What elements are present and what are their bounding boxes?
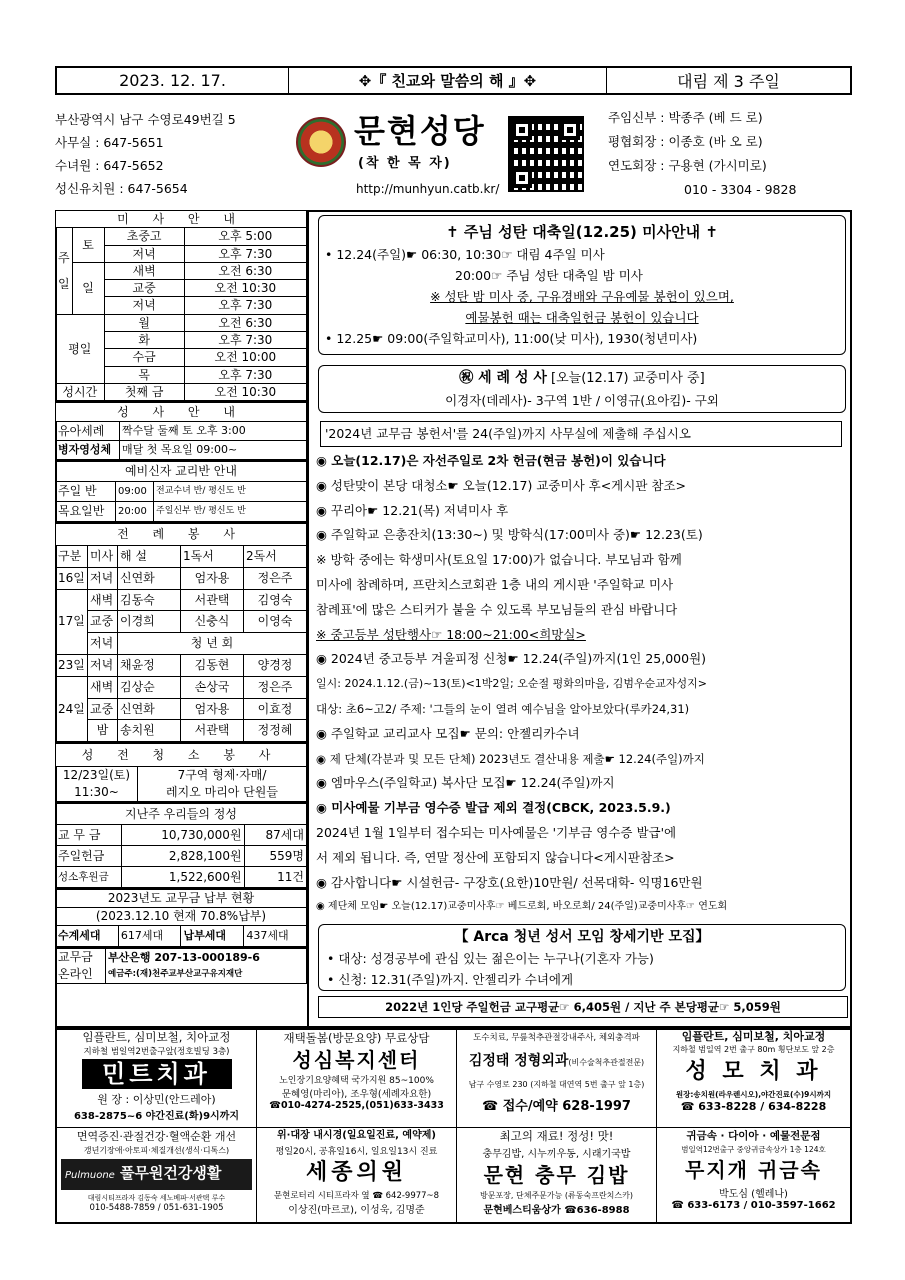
- ad-chungmu-kimbap: [457, 1128, 657, 1222]
- service-cell: 김상순: [118, 676, 181, 698]
- right-column: [312, 212, 850, 1018]
- ad-line: 면역증진·관절건강·혈액순환 개선: [76, 1130, 237, 1143]
- ad-line: 문혜영(마리아), 조우형(세례자요한): [281, 1089, 432, 1100]
- catechumen-cell: 목요일반: [56, 502, 116, 522]
- catechumen-cell: 주일 반: [56, 482, 116, 502]
- catechumen-title: 예비신자 교리반 안내: [56, 461, 307, 482]
- ad-line: 이상진(마르코), 이성욱, 김명준: [288, 1205, 425, 1216]
- notice-item: ◉ 성탄맞이 본당 대청소☛ 오늘(12.17) 교중미사 후<게시판 참조>: [316, 477, 686, 493]
- sat-label: 토: [72, 228, 104, 263]
- notice-item: 미사에 참례하며, 프란치스코회관 1층 내의 게시판 '주일학교 미사: [316, 576, 674, 592]
- convent-phone: 수녀원 : 647-5652: [55, 158, 164, 173]
- mass-cell: 목: [104, 366, 184, 383]
- ad-phone: 문현베스티움상가 ☎636-8988: [483, 1205, 630, 1216]
- baptism-box: [318, 365, 846, 413]
- ad-line: 도수치료, 무릎척추관절강내주사, 체외충격파: [473, 1033, 640, 1043]
- arca-line: • 대상: 성경공부에 관심 있는 젊은이는 누구나(기혼자 가능): [327, 951, 654, 967]
- ad-name: 김정태 정형외과: [468, 1053, 569, 1069]
- weekday-label: 평일: [56, 314, 105, 383]
- dues-cell: 437세대: [244, 926, 307, 947]
- notice-item: ◉ 감사합니다☛ 시설헌금- 구장호(요한)10만원/ 선목대학- 익명16만원: [316, 874, 703, 890]
- parish-emblem-icon: [296, 117, 346, 167]
- church-name: 문현성당: [354, 112, 486, 150]
- qr-code-icon: [508, 116, 584, 192]
- staff-info: [608, 106, 853, 202]
- mass-cell: 오전 10:30: [184, 280, 306, 297]
- ad-line: 원장:송치원(라우렌시오),야간진료(수)9시까지: [675, 1090, 832, 1099]
- arca-title: 【 Arca 청년 성서 모임 창세기반 모집】: [454, 929, 710, 946]
- service-cell: 김동숙: [118, 589, 181, 611]
- notice-item: ※ 중고등부 성탄행사☞ 18:00~21:00<희망실>: [316, 626, 586, 642]
- liturgy-service-table: [55, 522, 307, 742]
- service-cell: 밤: [88, 720, 118, 742]
- dues-cell: 617세대: [118, 926, 181, 947]
- baptism-title: ㊗ 세 례 성 사: [459, 370, 547, 386]
- service-cell: 청 년 회: [118, 633, 307, 655]
- offering-cell: 10,730,000원: [122, 825, 245, 846]
- account-holder: 예금주:(재)천주교부산교구유지재단: [108, 969, 243, 980]
- requiem-president: 연도회장 : 구용현 (가시미로): [608, 158, 767, 173]
- service-cell: 신연화: [118, 567, 181, 589]
- service-head: 1독서: [181, 546, 244, 568]
- holy-hour-label: 성시간: [56, 383, 105, 400]
- notice-item: 참례표'에 많은 스티커가 붙을 수 있도록 부모님들의 관심 바랍니다: [316, 601, 678, 617]
- council-president: 평협회장 : 이종호 (바 오 로): [608, 134, 763, 149]
- dues-subtitle: (2023.12.10 현재 70.8%납부): [56, 908, 307, 926]
- service-cell: 16일: [56, 567, 88, 589]
- ad-kim-orthopedics: [457, 1030, 657, 1128]
- notice-item: ◉ 2024년 중고등부 겨울피정 신청☛ 12.24(주일)까지(1인 25,000원): [316, 651, 707, 667]
- ad-phone: 638-2875~6 야간진료(화)9시까지: [73, 1111, 240, 1122]
- service-cell: 새벽: [88, 676, 118, 698]
- notice-item: ◉ 오늘(12.17)은 자선주일로 2차 헌금(현금 봉헌)이 있습니다: [316, 453, 666, 468]
- notice-item: ◉ 제단체 모임☛ 오늘(12.17)교중미사후☞ 베드로회, 바오로회/ 24(주일)교중미사후☞ 연도회: [316, 901, 728, 913]
- service-cell: 이경희: [118, 611, 181, 633]
- ad-phone: ☎010-4274-2525,(051)633-3433: [269, 1100, 444, 1111]
- service-title: 전 례 봉 사: [56, 523, 307, 545]
- advertisements: [55, 1028, 852, 1224]
- catechumen-cell: 20:00: [116, 502, 154, 522]
- left-column: [55, 210, 309, 1028]
- service-cell: 저녁: [88, 655, 118, 677]
- ad-line: 갱년기장애·아토피·체질개선(생식·디톡스): [83, 1146, 230, 1155]
- sacrament-title: 성 사 안 내: [56, 402, 307, 422]
- ad-name: 무지개 귀금속: [685, 1158, 822, 1182]
- ad-rainbow-jewelry: [657, 1128, 850, 1222]
- mass-title: 미 사 안 내: [56, 211, 307, 228]
- ad-line: 원 장 : 이상민(안드레아): [97, 1093, 216, 1106]
- offering-cell: 성소후원금: [56, 867, 122, 888]
- ad-line: 방문포장, 단체주문가능 (류동숙프란치스카): [480, 1191, 633, 1200]
- ad-mint-dental: [57, 1030, 257, 1128]
- service-cell: 채윤정: [118, 655, 181, 677]
- pledge-box: [320, 421, 842, 447]
- mass-cell: 새벽: [104, 262, 184, 279]
- mass-schedule-table: [55, 210, 307, 401]
- dues-title: 2023년도 교무금 납부 현황: [56, 889, 307, 908]
- catechumen-cell: 09:00: [116, 482, 154, 502]
- cleaning-who: 7구역 형제·자매/ 레지오 마리아 단원들: [138, 767, 307, 802]
- mass-cell: 오전 6:30: [184, 262, 306, 279]
- ad-name: 문현 충무 김밥: [483, 1163, 630, 1187]
- service-cell: 신충식: [181, 611, 244, 633]
- online-dues-label: 교무금 온라인: [56, 948, 106, 984]
- contact-info: [55, 108, 300, 200]
- pastor: 주임신부 : 박종주 (베 드 로): [608, 110, 763, 125]
- ad-phone: 010-5488-7859 / 051-631-1905: [89, 1203, 224, 1213]
- ad-name: 민트치과: [82, 1059, 232, 1089]
- christmas-line: • 12.24(주일)☛ 06:30, 10:30☞ 대림 4주일 미사: [325, 247, 605, 262]
- service-cell: 정은주: [244, 567, 307, 589]
- ad-line: 위·대장 내시경(일요일진료, 예약제): [277, 1130, 436, 1141]
- pledge-text: '2024년 교무금 봉헌서'를 24(주일)까지 사무실에 제출해 주십시오: [325, 426, 691, 441]
- offering-title: 지난주 우리들의 정성: [56, 803, 307, 825]
- ad-line: (비수술척추관절전문): [568, 1058, 645, 1067]
- sacrament-cell: 유아세례: [56, 422, 120, 441]
- sacrament-cell: 짝수달 둘째 토 오후 3:00: [120, 422, 307, 441]
- notice-list: [316, 449, 850, 920]
- sacrament-cell: 매달 첫 목요일 09:00~: [120, 441, 307, 460]
- ad-phone: ☎ 접수/예약 628-1997: [482, 1099, 631, 1114]
- office-phone: 사무실 : 647-5651: [55, 135, 164, 150]
- christmas-line: • 12.25☛ 09:00(주일학교미사), 11:00(낮 미사), 1930(청년미사): [325, 331, 698, 346]
- address: 부산광역시 남구 수영로49번길 5: [55, 112, 236, 127]
- ad-name: 성 모 치 과: [685, 1059, 822, 1084]
- service-cell: 정은주: [244, 676, 307, 698]
- service-cell: 이효정: [244, 698, 307, 720]
- offering-cell: 주일헌금: [56, 846, 122, 867]
- service-cell: 17일: [56, 589, 88, 654]
- offering-cell: 11건: [244, 867, 306, 888]
- christmas-line: ※ 성탄 밤 미사 중, 구유경배와 구유예물 봉헌이 있으며,: [430, 289, 734, 304]
- service-cell: 서관택: [181, 589, 244, 611]
- website-link[interactable]: http://munhyun.catb.kr/: [356, 182, 500, 196]
- notice-item: ※ 방학 중에는 학생미사(토요일 17:00)가 없습니다. 부모님과 함께: [316, 552, 682, 568]
- notice-item: ◉ 미사예물 기부금 영수증 발급 제외 결정(CBCK, 2023.5.9.): [316, 800, 671, 816]
- ad-line: 남구 수영로 230 (지하철 대연역 5번 출구 앞 1층): [468, 1080, 645, 1089]
- service-cell: 엄자용: [181, 567, 244, 589]
- service-cell: 엄자용: [181, 698, 244, 720]
- service-cell: 이영숙: [244, 611, 307, 633]
- mass-cell: 오전 6:30: [184, 314, 306, 331]
- mass-cell: 오후 7:30: [184, 366, 306, 383]
- offering-cell: 2,828,100원: [122, 846, 245, 867]
- ad-line: 문현로터리 시티프라자 옆 ☎ 642-9977~8: [273, 1191, 440, 1201]
- service-head: 미사: [88, 546, 118, 568]
- service-head: 구분: [56, 546, 88, 568]
- sacrament-table: [55, 401, 307, 460]
- ad-seongsim-welfare: [257, 1030, 457, 1128]
- mass-cell: 월: [104, 314, 184, 331]
- ad-line: 최고의 재료! 정성! 맛!: [499, 1129, 614, 1143]
- service-cell: 저녁: [88, 567, 118, 589]
- offering-cell: 87세대: [244, 825, 306, 846]
- dues-cell: 수계세대: [56, 926, 119, 947]
- cleaning-when: 12/23일(토) 11:30~: [56, 767, 138, 802]
- online-dues-table: [55, 947, 307, 984]
- service-cell: 서관택: [181, 720, 244, 742]
- catechumen-cell: 주일신부 반/ 평신도 반: [154, 502, 307, 522]
- ad-line: 범일역12번출구 중앙귀금속상가 1층 124호: [681, 1145, 826, 1154]
- notice-item: 대상: 초6~고2/ 주제: '그들의 눈이 열려 예수님을 알아보았다(루카24,31): [316, 701, 690, 716]
- dues-cell: 납부세대: [181, 926, 244, 947]
- ad-line: 노인장기요양혜택 국가지원 85~100%: [279, 1076, 434, 1086]
- mass-cell: 첫째 금: [104, 383, 184, 400]
- mass-cell: 저녁: [104, 297, 184, 314]
- christmas-mass-box: [318, 215, 846, 355]
- ad-sejong-clinic: [257, 1128, 457, 1222]
- sun-label: 일: [72, 262, 104, 314]
- service-cell: 교중: [88, 611, 118, 633]
- catechumen-cell: 전교수녀 반/ 평신도 반: [154, 482, 307, 502]
- ad-line: 임플란트, 심미보철, 치아교정: [82, 1030, 231, 1044]
- ad-line: 임플란트, 심미보철, 치아교정: [681, 1030, 826, 1043]
- mass-cell: 오후 7:30: [184, 245, 306, 262]
- ad-brand: Pulmuone: [65, 1170, 115, 1181]
- requiem-phone: 010 - 3304 - 9828: [684, 182, 797, 197]
- service-cell: 저녁: [88, 633, 118, 655]
- mass-cell: 화: [104, 332, 184, 349]
- service-cell: 손상국: [181, 676, 244, 698]
- ad-line: 귀금속 · 다이아 · 예물전문점: [686, 1130, 821, 1142]
- mass-cell: 수금: [104, 349, 184, 366]
- offering-cell: 1,522,600원: [122, 867, 245, 888]
- offering-table: [55, 802, 307, 888]
- mass-cell: 저녁: [104, 245, 184, 262]
- baptism-note: [오늘(12.17) 교중미사 중]: [551, 371, 705, 386]
- catechumen-table: [55, 460, 307, 522]
- sacrament-cell: 병자영성체: [56, 441, 120, 460]
- arca-box: [318, 924, 846, 991]
- ad-line: 대림시티프라자 김동숙 세노베파·서관택 루수: [87, 1194, 226, 1202]
- ad-name: 성심복지센터: [292, 1048, 421, 1072]
- ad-line: 지하철 범일역2번출구앞(정호빌딩 3층): [83, 1047, 230, 1057]
- service-cell: 김영숙: [244, 589, 307, 611]
- service-cell: 교중: [88, 698, 118, 720]
- christmas-line: 20:00☞ 주님 성탄 대축일 밤 미사: [455, 268, 643, 283]
- offering-cell: 559명: [244, 846, 306, 867]
- ad-line: 충무김밥, 시누끼우동, 시래기국밥: [482, 1149, 631, 1160]
- arca-line: • 신청: 12.31(주일)까지. 안젤리카 수녀에게: [327, 972, 574, 988]
- mass-cell: 오후 7:30: [184, 332, 306, 349]
- cleaning-title: 성 전 청 소 봉 사: [56, 743, 307, 767]
- service-cell: 정정혜: [244, 720, 307, 742]
- bank-account: 부산은행 207-13-000189-6: [108, 951, 260, 965]
- christmas-title: ✝ 주님 성탄 대축일(12.25) 미사안내 ✝: [446, 223, 718, 241]
- patron-saint: (착 한 목 자): [358, 156, 452, 171]
- service-head: 해 설: [118, 546, 181, 568]
- ad-line: 지하철 범일역 2번 출구 80m 횡단보도 앞 2층: [672, 1045, 835, 1054]
- service-cell: 24일: [56, 676, 88, 741]
- liturgical-week: 대림 제 3 주일: [677, 72, 780, 91]
- service-cell: 새벽: [88, 589, 118, 611]
- service-cell: 송치원: [118, 720, 181, 742]
- mass-cell: 초중고: [104, 228, 184, 245]
- dues-table: [55, 888, 307, 947]
- service-cell: 김동현: [181, 655, 244, 677]
- service-cell: 양경정: [244, 655, 307, 677]
- notice-item: 서 제외 됩니다. 즉, 연말 정산에 포함되지 않습니다<게시판참조>: [316, 849, 675, 865]
- notice-item: 일시: 2024.1.12.(금)~13(토)<1박2일; 오순절 평화의마을, 김범우순교자성지>: [316, 677, 707, 691]
- baptism-names: 이경자(데레사)- 3구역 1반 / 이영규(요아킴)- 구외: [445, 393, 719, 408]
- ad-line: 평일20시, 공휴일16시, 일요일13시 진료: [275, 1147, 438, 1157]
- ad-seongmo-dental: [657, 1030, 850, 1128]
- year-theme: ✥『 친교와 말씀의 해 』✥: [289, 68, 607, 93]
- kindergarten-phone: 성신유치원 : 647-5654: [55, 181, 188, 196]
- ad-phone: ☎ 633-8228 / 634-8228: [680, 1100, 827, 1113]
- cleaning-table: [55, 742, 307, 802]
- notice-item: ◉ 주일학교 은총잔치(13:30~) 및 방학식(17:00미사 중)☛ 12.23(토): [316, 527, 703, 543]
- ad-pulmuone: [57, 1128, 257, 1222]
- mass-cell: 오전 10:00: [184, 349, 306, 366]
- top-bar: [55, 66, 852, 95]
- mass-cell: 오후 7:30: [184, 297, 306, 314]
- ad-line: 박도심 (헬레나): [719, 1189, 788, 1200]
- christmas-line: 예물봉헌 때는 대축일헌금 봉헌이 있습니다: [465, 310, 699, 325]
- average-offering-bar: [318, 996, 848, 1018]
- mass-cell: 교중: [104, 280, 184, 297]
- ad-name: 세종의원: [305, 1160, 407, 1185]
- average-offering-text: 2022년 1인당 주일헌금 교구평균☞ 6,405원 / 지난 주 본당평균☞ 5,059원: [385, 1000, 781, 1015]
- notice-item: ◉ 주일학교 교리교사 모집☛ 문의: 안젤리카수녀: [316, 725, 580, 741]
- ad-phone: ☎ 633-6173 / 010-3597-1662: [671, 1200, 836, 1211]
- mass-cell: 오전 10:30: [184, 383, 306, 400]
- notice-item: ◉ 엠마우스(주일학교) 복사단 모집☛ 12.24(주일)까지: [316, 775, 615, 791]
- ad-line: 재택돌봄(방문요양) 무료상담: [283, 1031, 430, 1045]
- service-cell: 신연화: [118, 698, 181, 720]
- offering-cell: 교 무 금: [56, 825, 122, 846]
- mass-cell: 오후 5:00: [184, 228, 306, 245]
- issue-date: 2023. 12. 17.: [57, 68, 289, 93]
- service-head: 2독서: [244, 546, 307, 568]
- ad-name: 풀무원건강생활: [119, 1164, 222, 1182]
- notice-item: 2024년 1월 1일부터 접수되는 미사예물은 '기부금 영수증 발급'에: [316, 824, 677, 840]
- service-cell: 23일: [56, 655, 88, 677]
- sunday-label: 주일: [56, 228, 73, 314]
- notice-item: ◉ 꾸리아☛ 12.21(목) 저녁미사 후: [316, 502, 509, 518]
- notice-item: ◉ 제 단체(각분과 및 모든 단체) 2023년도 결산내용 제출☛ 12.24(주일)까지: [316, 751, 705, 766]
